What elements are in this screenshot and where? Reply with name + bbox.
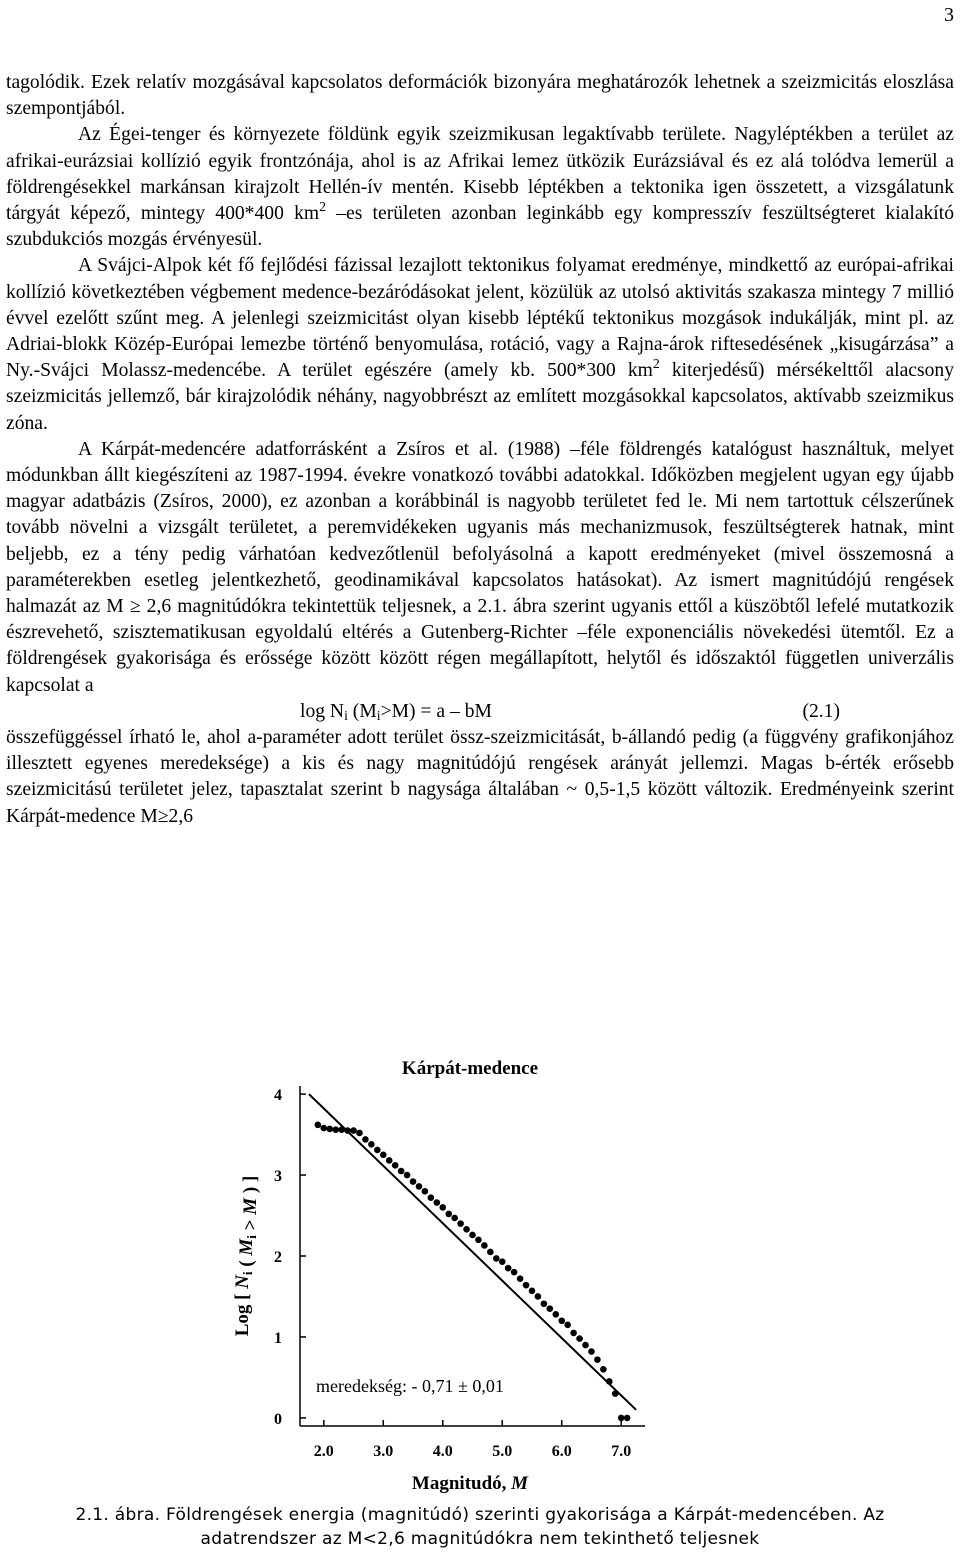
data-point bbox=[481, 1242, 488, 1249]
x-tick-label: 4.0 bbox=[432, 1443, 453, 1460]
gutenberg-richter-chart bbox=[220, 1052, 660, 1500]
data-point bbox=[600, 1366, 607, 1373]
data-point bbox=[547, 1305, 554, 1312]
data-point bbox=[564, 1322, 571, 1329]
data-point bbox=[326, 1126, 333, 1133]
data-point bbox=[541, 1300, 548, 1307]
data-point bbox=[588, 1348, 595, 1355]
caption-line-1: 2.1. ábra. Földrengések energia (magnitúdó) szerinti gyakorisága a Kárpát-medencében. Az bbox=[75, 1505, 885, 1525]
data-point bbox=[434, 1199, 441, 1206]
data-point bbox=[416, 1183, 423, 1190]
y-axis-label: Log [ $N_i$ ( $M_i > M$ ) ] bbox=[232, 1175, 261, 1337]
y-tick-label: 2 bbox=[274, 1249, 282, 1266]
data-point bbox=[463, 1226, 470, 1233]
x-tick-label: 7.0 bbox=[611, 1443, 632, 1460]
x-tick-label: 6.0 bbox=[551, 1443, 572, 1460]
data-point bbox=[624, 1415, 631, 1422]
data-point bbox=[487, 1249, 494, 1256]
data-point bbox=[612, 1390, 619, 1397]
data-point bbox=[362, 1136, 369, 1143]
x-tick-label: 5.0 bbox=[492, 1443, 513, 1460]
data-point bbox=[386, 1157, 393, 1164]
data-point bbox=[344, 1127, 351, 1134]
data-point bbox=[439, 1204, 446, 1211]
data-point bbox=[422, 1188, 429, 1195]
data-point bbox=[618, 1415, 625, 1422]
data-point bbox=[392, 1162, 399, 1169]
y-tick-label: 1 bbox=[274, 1329, 282, 1347]
data-point bbox=[475, 1237, 482, 1244]
data-point bbox=[350, 1127, 357, 1134]
data-point bbox=[511, 1269, 518, 1276]
data-point bbox=[380, 1152, 387, 1159]
superscript: 2 bbox=[652, 356, 660, 372]
x-axis-label: Magnitudó, M bbox=[411, 1473, 529, 1494]
paragraph-4: A Kárpát-medencére adatforrásként a Zsíros et al. (1988) –féle földrengés katalógust használtuk, melyet módunkban állt kiegészíteni az 1987-1994. évekre vonatkozó további adatokkal. Időközben megjelent ugyan egy újabb magyar adatbázis (Zsíros, 2000), ez azonban a korábbinál is nagyobb területet fed le. Mi nem tartottuk célszerűnek tovább növelni a vizsgált területet, a peremvidékeken ugyanis más mechanizmusok, feszültségterek hatnak, mint beljebb, ez a tény pedig várhatóan kedvezőtlenül befolyásolná a kapott eredményeket (mivel összemosná a paraméterekben esetleg jelentkezhető, geodinamikával kapcsolatos hatásokat). Az ismert magnitúdójú rengések halmazát az M ≥ 2,6 magnitúdókra tekintettük teljesnek, a 2.1. ábra szerint ugyanis ettől a küszöbtől lefelé mutatkozik észrevehető, szisztematikusan egyoldalú eltérés a Gutenberg-Richter –féle exponenciális növekedési ütemtől. Ez a földrengések gyakorisága és erőssége között között régen megállapított, helytől és időszaktól független univerzális kapcsolat a bbox=[6, 438, 954, 696]
data-point bbox=[505, 1265, 512, 1272]
data-point bbox=[374, 1147, 381, 1154]
body-text bbox=[6, 70, 954, 830]
equation-number: (2.1) bbox=[802, 700, 840, 722]
data-point bbox=[338, 1126, 345, 1133]
slope-annotation: meredekség: - 0,71 ± 0,01 bbox=[316, 1376, 504, 1396]
data-point bbox=[428, 1194, 435, 1201]
data-point bbox=[445, 1211, 452, 1218]
data-point bbox=[457, 1220, 464, 1227]
figure-caption bbox=[6, 1503, 954, 1551]
data-point bbox=[535, 1293, 542, 1300]
y-tick-label: 0 bbox=[274, 1410, 282, 1428]
x-tick-label: 3.0 bbox=[373, 1443, 394, 1460]
figure-2-1 bbox=[220, 1052, 660, 1500]
paragraph-2: Az Égei-tenger és környezete földünk egyik szeizmikusan legaktívabb területe. Nagyléptékben a terület az afrikai-eurázsiai kollízió egyik frontzónája, ahol is az Afrikai lemez ütközik Eurázsiával és ez alá tolódva lemerül a földrengésekkel markánsan kirajzolt Hellén-ív mentén. Kisebb léptékben a tektonika igen összetett, a vizsgálatunk tárgyát képező, mintegy 400*400 $km^2$ –es területen azonban leginkább egy kompresszív feszültségteret kialakító szubdukciós mozgás érvényesül. bbox=[6, 124, 954, 251]
y-axis-label-group bbox=[232, 1176, 261, 1337]
data-point bbox=[570, 1330, 577, 1337]
data-point bbox=[398, 1168, 405, 1175]
equation-expression: $\log N_i$ $(M_i>M) = a$ – bM bbox=[300, 700, 492, 723]
y-tick-label: 4 bbox=[274, 1087, 282, 1105]
data-point bbox=[315, 1122, 322, 1129]
data-point bbox=[404, 1172, 411, 1179]
data-point bbox=[552, 1311, 559, 1318]
data-point bbox=[523, 1282, 530, 1289]
data-point bbox=[517, 1275, 524, 1282]
data-point bbox=[469, 1232, 476, 1239]
data-point bbox=[582, 1342, 589, 1349]
data-point bbox=[451, 1215, 458, 1222]
x-tick-label: 2.0 bbox=[313, 1443, 334, 1460]
paragraph-5: összefüggéssel írható le, ahol a-paraméter adott terület össz-szeizmicitását, b-állandó pedig (a függvény grafikonjához illesztett egyenes meredeksége) a kis és nagy magnitúdójú rengések arányát jellemzi. Magas b-érték erősebb szeizmicitású területet jelez, tapasztalat szerint b nagysága általában ~ 0,5-1,5 között változik. Eredményeink szerint Kárpát-medence M≥2,6 bbox=[6, 727, 954, 827]
data-point bbox=[320, 1125, 327, 1132]
paragraph-3: A Svájci-Alpok két fő fejlődési fázissal lezajlott tektonikus folyamat eredménye, mindkettő az európai-afrikai kollízió következtében végbement medence-bezáródásokat jelent, közülük az utolsó aktivitás szakasza mintegy 7 millió évvel ezelőtt szűnt meg. A jelenlegi szeizmicitást olyan kisebb léptékű tektonikus mozgások indukálják, mint pl. az Adriai-blokk Közép-Európai lemezbe történő benyomulása, rotáció, vagy a Rajna-árok riftesedésének „kisugárzása” a Ny.-Svájci Molassz-medencébe. A terület egészére (amely kb. 500*300 $km^2$ kiterjedésű) mérsékelttől alacsony szeizmicitás jellemző, bár kirajzolódik néhány, nagyobbrészt az említett mozgásokkal kapcsolatos, aktívabb szeizmikus zóna. bbox=[6, 255, 954, 434]
y-tick-label: 3 bbox=[274, 1168, 282, 1186]
superscript: 2 bbox=[319, 199, 326, 215]
data-point bbox=[606, 1378, 613, 1385]
chart-title: Kárpát-medence bbox=[401, 1058, 539, 1079]
data-point bbox=[368, 1141, 375, 1148]
data-point bbox=[493, 1255, 500, 1262]
data-point bbox=[558, 1317, 565, 1324]
equation-2-1 bbox=[6, 699, 954, 725]
data-point bbox=[499, 1258, 506, 1265]
data-point bbox=[594, 1356, 601, 1363]
data-point bbox=[576, 1335, 583, 1342]
page-number: 3 bbox=[944, 4, 954, 26]
fit-line bbox=[309, 1094, 636, 1410]
data-point bbox=[356, 1130, 363, 1137]
data-point bbox=[529, 1288, 536, 1295]
data-point bbox=[332, 1126, 339, 1133]
data-point bbox=[410, 1178, 417, 1185]
paragraph-1: tagolódik. Ezek relatív mozgásával kapcsolatos deformációk bizonyára meghatározók lehetnek a szeizmicitás eloszlása szempontjából. bbox=[6, 72, 954, 120]
caption-line-2: adatrendszer az M<2,6 magnitúdókra nem tekinthető teljesnek bbox=[200, 1529, 760, 1549]
